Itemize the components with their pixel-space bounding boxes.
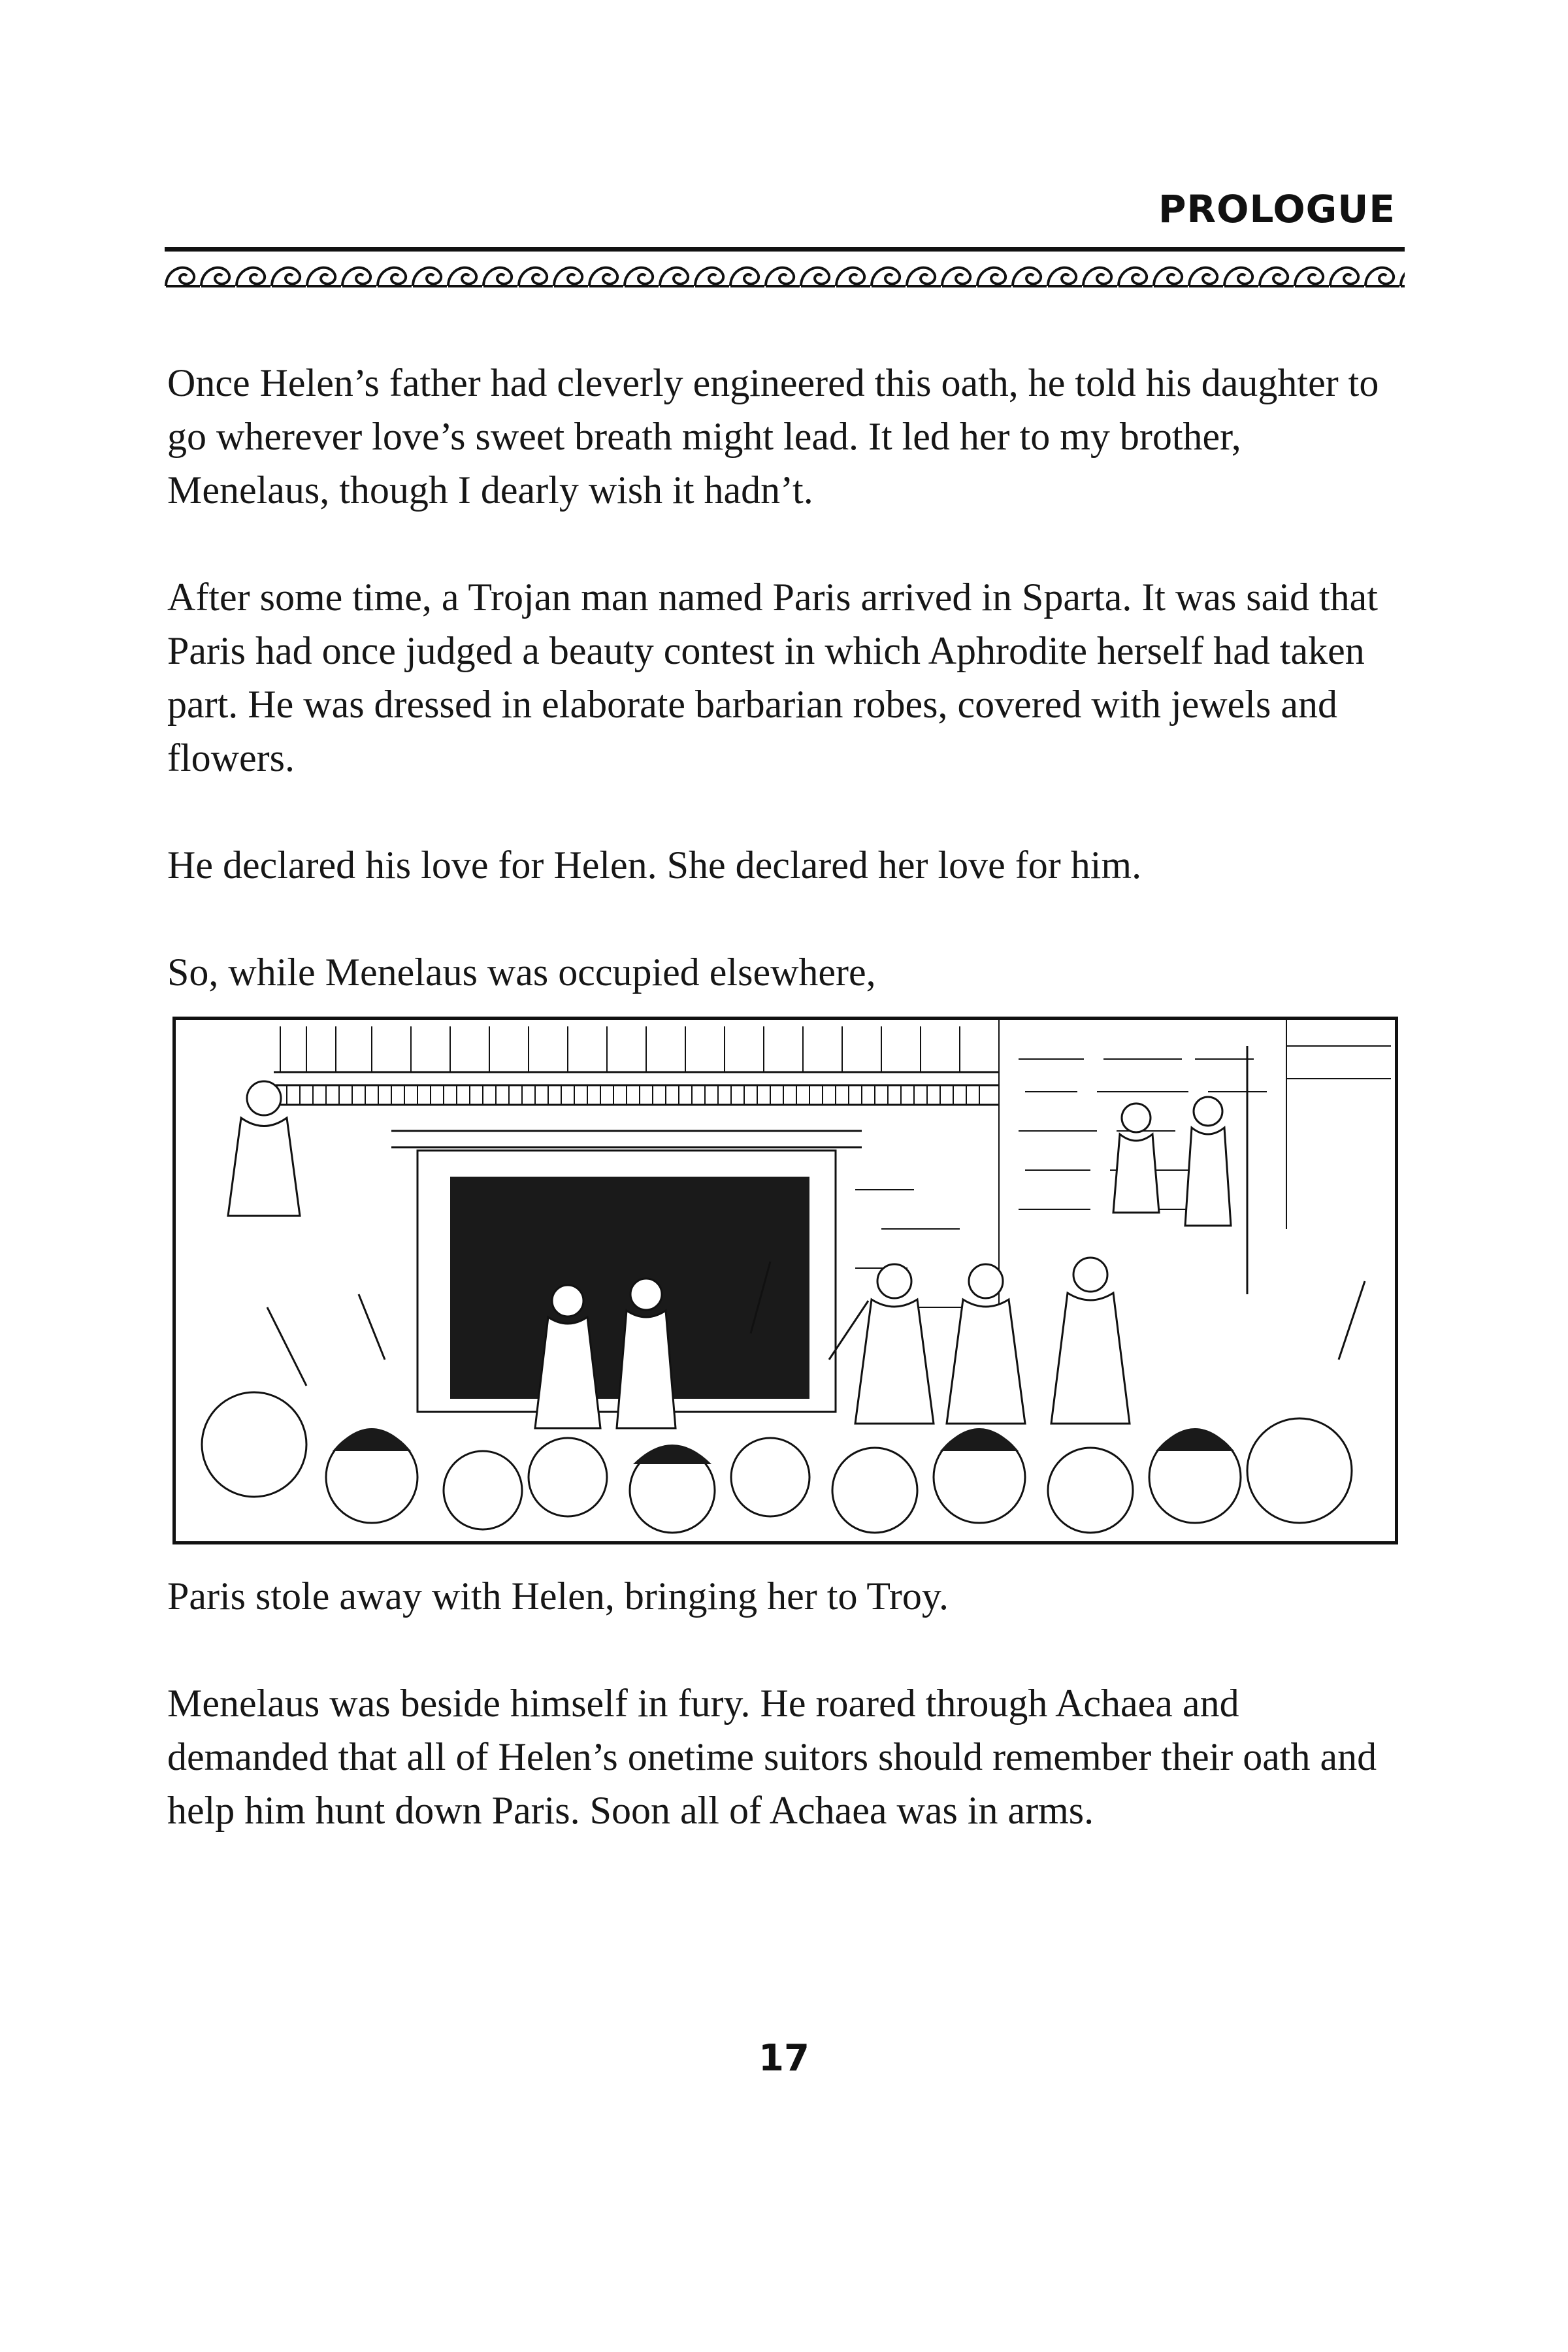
paragraph: Once Helen’s father had cleverly engineered this oath, he told his daughter to go wherever love’s sweet breath might lead. It led her to my brother, Menelaus, though I dearly wish it hadn’t. bbox=[167, 361, 1379, 512]
text-block-bottom bbox=[167, 1569, 1409, 1837]
page-number: 17 bbox=[759, 2037, 809, 2080]
paragraph: So, while Menelaus was occupied elsewhere, bbox=[167, 951, 876, 994]
crowd-scene-illustration bbox=[176, 1020, 1395, 1541]
illustration-panel bbox=[172, 1017, 1398, 1544]
paragraph: He declared his love for Helen. She declared her love for him. bbox=[167, 843, 1142, 887]
paragraph: Menelaus was beside himself in fury. He roared through Achaea and demanded that all of Helen’s onetime suitors should remember their oath and help him hunt down Paris. Soon all of Achaea was in arms. bbox=[167, 1682, 1377, 1832]
greek-wave-ornament-icon bbox=[165, 256, 1405, 295]
running-head: PROLOGUE bbox=[1158, 187, 1396, 231]
paragraph: Paris stole away with Helen, bringing her to Troy. bbox=[167, 1575, 949, 1618]
text-block-top bbox=[167, 356, 1409, 999]
header-rule bbox=[165, 247, 1405, 252]
paragraph: After some time, a Trojan man named Paris arrived in Sparta. It was said that Paris had once judged a beauty contest in which Aphrodite herself had taken part. He was dressed in elaborate barbarian robes, covered with jewels and flowers. bbox=[167, 576, 1378, 779]
